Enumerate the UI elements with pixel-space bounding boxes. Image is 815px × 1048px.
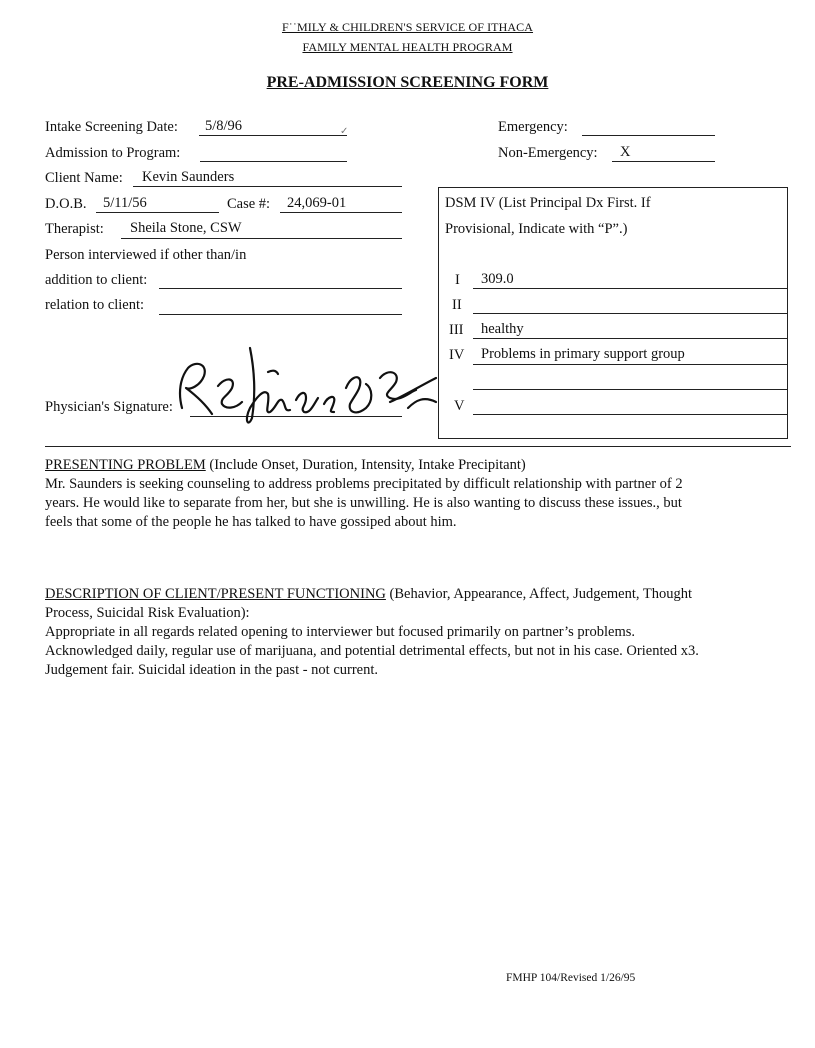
dsm-axis-value[interactable]: 309.0 — [481, 271, 514, 287]
client-name-line — [133, 186, 402, 187]
case-value[interactable]: 24,069-01 — [287, 195, 347, 211]
dsm-axis-value[interactable]: healthy — [481, 321, 524, 337]
dsm-axis-numeral: II — [452, 297, 462, 313]
section-divider — [45, 446, 791, 447]
non-emergency-label: Non-Emergency: — [498, 145, 598, 161]
presenting-problem-section — [45, 456, 775, 532]
client-description-subtitle: (Behavior, Appearance, Affect, Judgement, Thought — [385, 586, 693, 602]
therapist-label: Therapist: — [45, 221, 104, 237]
admission-line — [200, 161, 347, 162]
check-mark: ✓ — [340, 126, 349, 137]
presenting-problem-heading — [45, 456, 775, 475]
dsm-axis-value[interactable]: Problems in primary support group — [481, 346, 685, 362]
addition-to-client-line — [159, 288, 402, 289]
dsm-axis-line — [473, 414, 787, 415]
dsm-axis-line — [473, 313, 787, 314]
case-line — [280, 212, 402, 213]
relation-label: relation to client: — [45, 297, 145, 313]
dsm-axis-line — [473, 364, 787, 365]
therapist-value[interactable]: Sheila Stone, CSW — [130, 220, 242, 236]
non-emergency-value[interactable]: X — [620, 144, 631, 160]
physician-signature-label: Physician's Signature: — [45, 399, 173, 415]
dsm-heading-line-2: Provisional, Indicate with “P”.) — [445, 221, 628, 237]
dob-value[interactable]: 5/11/56 — [103, 195, 147, 211]
form-title: PRE-ADMISSION SCREENING FORM — [266, 74, 549, 91]
client-description-subtitle-cont: Process, Suicidal Risk Evaluation): — [45, 605, 250, 621]
client-name-value[interactable]: Kevin Saunders — [142, 169, 235, 185]
therapist-line — [121, 238, 402, 239]
dsm-axis-line — [473, 288, 787, 289]
intake-date-line — [199, 135, 347, 136]
case-label: Case #: — [227, 196, 271, 212]
dob-line — [96, 212, 219, 213]
client-description-text: Appropriate in all regards related opening to interviewer but focused primarily on partner’s problems. — [45, 624, 636, 640]
dsm-heading-line-1: DSM IV (List Principal Dx First. If — [445, 195, 651, 211]
dsm-axis-numeral: III — [449, 322, 464, 338]
presenting-problem-text: feels that some of the people he has talked to have gossiped about him. — [45, 514, 457, 530]
admission-label: Admission to Program: — [45, 145, 181, 161]
dsm-axis-line — [473, 338, 787, 339]
intake-date-value[interactable]: 5/8/96 — [205, 118, 243, 134]
client-description-title: DESCRIPTION OF CLIENT/PRESENT FUNCTIONING — [45, 586, 386, 602]
presenting-problem-text: Mr. Saunders is seeking counseling to address problems precipitated by difficult relationship with partner of 2 — [45, 476, 683, 492]
program-name: FAMILY MENTAL HEALTH PROGRAM — [302, 40, 513, 54]
dsm-axis-numeral: V — [454, 398, 465, 414]
intake-date-label: Intake Screening Date: — [45, 119, 178, 135]
physician-signature-scrawl — [160, 338, 445, 428]
emergency-label: Emergency: — [498, 119, 568, 135]
client-description-text: Acknowledged daily, regular use of marijuana, and potential detrimental effects, but not in his case. Oriented x3. — [45, 643, 699, 659]
client-name-label: Client Name: — [45, 170, 123, 186]
non-emergency-line — [612, 161, 715, 162]
client-description-text: Judgement fair. Suicidal ideation in the past - not current. — [45, 662, 379, 678]
dsm-axis-numeral: IV — [449, 347, 465, 363]
presenting-problem-title: PRESENTING PROBLEM — [45, 457, 206, 473]
org-name: F˙˙MILY & CHILDREN'S SERVICE OF ITHACA — [281, 20, 534, 34]
client-description-section — [45, 585, 785, 680]
relation-line — [159, 314, 402, 315]
presenting-problem-text: years. He would like to separate from her, but she is unwilling. He is also wanting to discuss these issues., but — [45, 495, 682, 511]
person-interviewed-label: Person interviewed if other than/in — [45, 247, 247, 263]
presenting-problem-subtitle: (Include Onset, Duration, Intensity, Intake Precipitant) — [205, 457, 526, 473]
client-description-heading — [45, 585, 785, 604]
dsm-axis-line — [473, 389, 787, 390]
form-code: FMHP 104/Revised 1/26/95 — [506, 972, 636, 984]
dob-label: D.O.B. — [45, 196, 87, 212]
emergency-line — [582, 135, 715, 136]
dsm-axis-numeral: I — [455, 272, 460, 288]
addition-to-client-label: addition to client: — [45, 272, 148, 288]
